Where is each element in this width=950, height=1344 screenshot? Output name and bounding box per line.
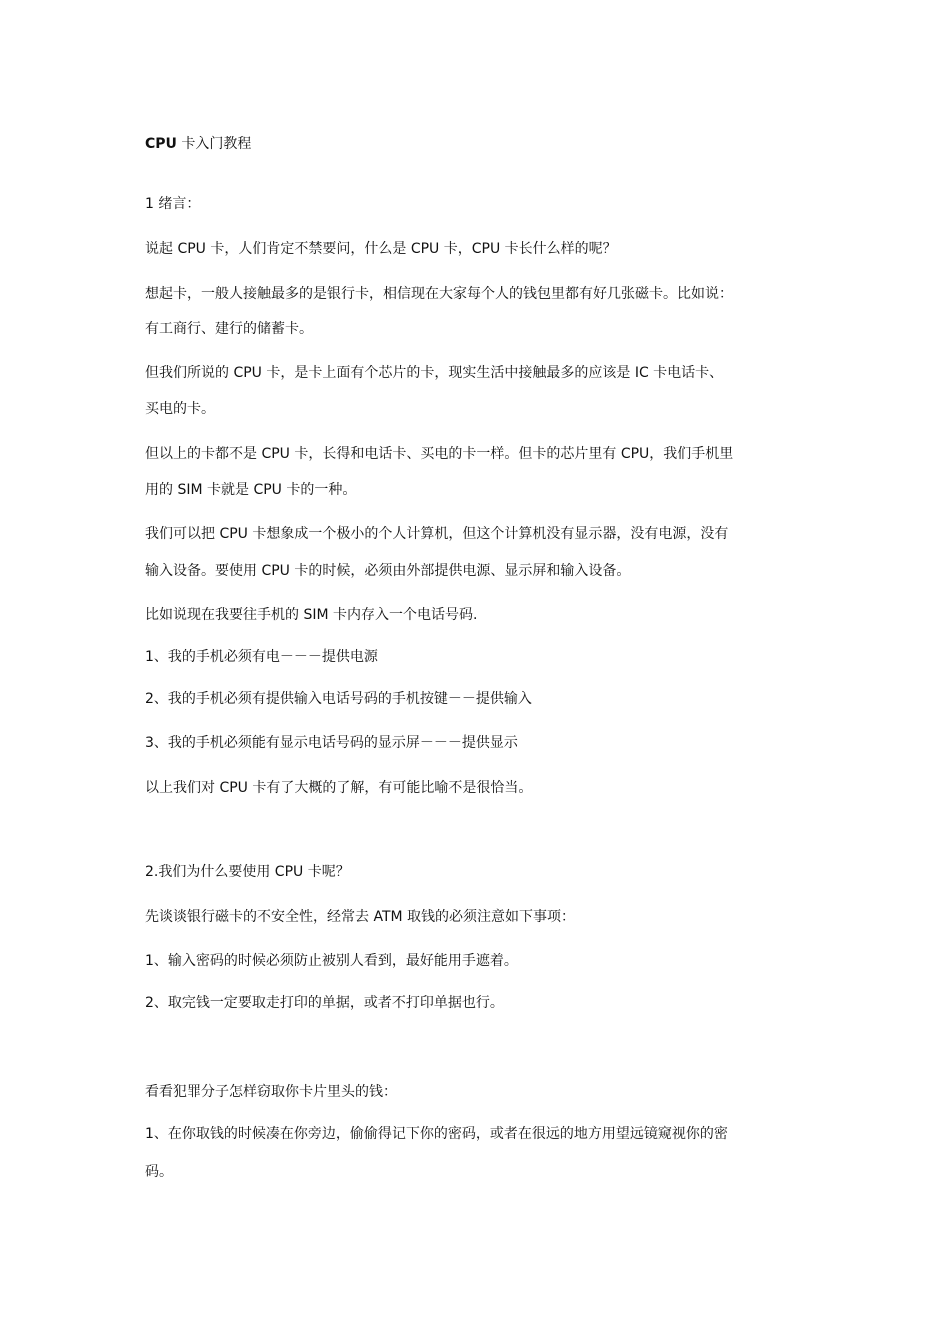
paragraph-line: 但以上的卡都不是 CPU 卡，长得和电话卡、买电的卡一样。但卡的芯片里有 CPU，我们手机里 <box>145 446 734 462</box>
document-title <box>145 135 815 153</box>
title-rest: 卡入门教程 <box>176 136 252 152</box>
list-item: 3、我的手机必须能有显示电话号码的显示屏－－－提供显示 <box>145 735 518 751</box>
paragraph-line: 先谈谈银行磁卡的不安全性，经常去 ATM 取钱的必须注意如下事项： <box>145 909 576 925</box>
list-item: 1、在你取钱的时候凑在你旁边，偷偷得记下你的密码，或者在很远的地方用望远镜窥视你的密 <box>145 1126 728 1142</box>
paragraph-line: 看看犯罪分子怎样窃取你卡片里头的钱： <box>145 1084 397 1100</box>
paragraph-line: 用的 SIM 卡就是 CPU 卡的一种。 <box>145 482 357 498</box>
paragraph-line: 说起 CPU 卡，人们肯定不禁要问，什么是 CPU 卡，CPU 卡长什么样的呢？ <box>145 241 617 257</box>
paragraph-line: 但我们所说的 CPU 卡，是卡上面有个芯片的卡，现实生活中接触最多的应该是 IC 卡电话卡、 <box>145 365 724 381</box>
paragraph-line: 我们可以把 CPU 卡想象成一个极小的个人计算机，但这个计算机没有显示器，没有电源，没有 <box>145 526 729 542</box>
paragraph-line: 想起卡，一般人接触最多的是银行卡，相信现在大家每个人的钱包里都有好几张磁卡。比如说： <box>145 286 733 302</box>
paragraph-line: 比如说现在我要往手机的 SIM 卡内存入一个电话号码. <box>145 607 478 623</box>
list-item: 2、取完钱一定要取走打印的单据，或者不打印单据也行。 <box>145 995 504 1011</box>
title-cpu: CPU <box>145 136 177 152</box>
list-item-continuation: 码。 <box>145 1164 173 1180</box>
list-item: 1、我的手机必须有电－－－提供电源 <box>145 649 378 665</box>
paragraph-line: 有工商行、建行的储蓄卡。 <box>145 321 313 337</box>
paragraph-line: 1 绪言： <box>145 196 201 212</box>
list-item: 2、我的手机必须有提供输入电话号码的手机按键－－提供输入 <box>145 691 532 707</box>
paragraph-line: 以上我们对 CPU 卡有了大概的了解，有可能比喻不是很恰当。 <box>145 780 533 796</box>
section-heading: 2.我们为什么要使用 CPU 卡呢？ <box>145 864 350 880</box>
paragraph-line: 买电的卡。 <box>145 401 215 417</box>
list-item: 1、输入密码的时候必须防止被别人看到，最好能用手遮着。 <box>145 953 518 969</box>
paragraph-line: 输入设备。要使用 CPU 卡的时候，必须由外部提供电源、显示屏和输入设备。 <box>145 563 631 579</box>
